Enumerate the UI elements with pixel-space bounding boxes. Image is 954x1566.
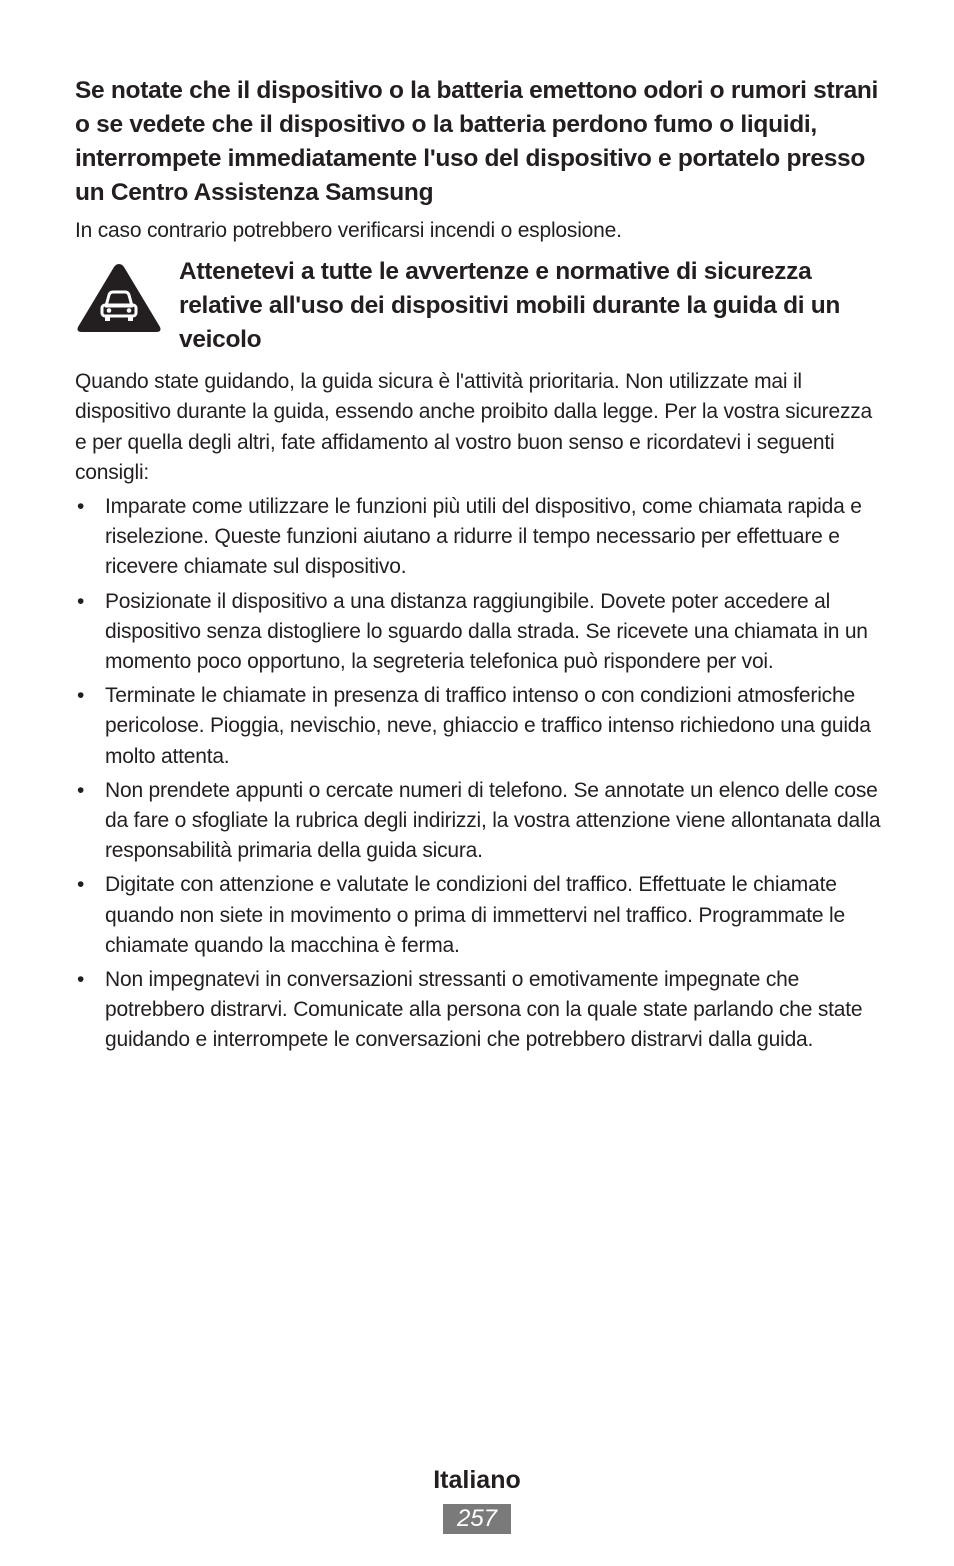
driving-warning-header [75,255,885,357]
list-item-text: Digitate con attenzione e valutate le condizioni del traffico. Effettuate le chiamate quando non siete in movimento o prima di immettervi nel traffico. Programmate le chiamate quando la macchina è ferma. [105,873,845,957]
list-item [75,776,885,867]
list-item [75,587,885,678]
bullet-icon: • [77,589,85,613]
section-heading-driving: Attenetevi a tutte le avvertenze e normative di sicurezza relative all'uso dei dispositivi mobili durante la guida di un veicolo [179,258,841,354]
bullet-icon: • [77,684,85,708]
list-item [75,492,885,583]
car-warning-icon [75,261,163,335]
page-footer [0,1464,954,1534]
list-item-text: Non prendete appunti o cercate numeri di telefono. Se annotate un elenco delle cose da fare o sfogliate la rubrica degli indirizzi, la vostra attenzione viene allontanata dalla responsabilità primaria della guida sicura. [105,778,881,863]
bullet-icon: • [77,495,85,519]
list-item-text: Imparate come utilizzare le funzioni più utili del dispositivo, come chiamata rapida e riselezione. Queste funzioni aiutano a ridurre il tempo necessario per effettuare e ricevere chiamate sul dispositivo. [105,495,862,579]
list-item [75,681,885,772]
bullet-icon: • [77,873,85,897]
list-item [75,870,885,961]
list-item [75,965,885,1056]
bullet-icon: • [77,968,85,992]
bullet-icon: • [77,778,85,802]
list-item-text: Posizionate il dispositivo a una distanza raggiungibile. Dovete poter accedere al dispositivo senza distogliere lo sguardo dalla strada. Se ricevete una chiamata in un momento poco opportuno, la segreteria telefonica può rispondere per voi. [105,589,868,674]
document-page [75,70,885,1060]
section-heading-battery-warning: Se notate che il dispositivo o la batteria emettono odori o rumori strani o se vedete che il dispositivo o la batteria perdono fumo o liquidi, interrompete immediatamente l'uso del dispositivo e portatelo presso un Centro Assistenza Samsung [75,77,879,206]
page-number: 257 [443,1504,511,1534]
list-item-text: Non impegnatevi in conversazioni stressanti o emotivamente impegnate che potrebbero distrarvi. Comunicate alla persona con la quale state parlando che state guidando e interrompete le conversazioni che potrebbero distrarvi dalla guida. [105,968,863,1052]
driving-tips-list [75,492,885,1056]
section-body-battery-warning: In caso contrario potrebbero verificarsi incendi o esplosione. [75,219,622,242]
list-item-text: Terminate le chiamate in presenza di traffico intenso o con condizioni atmosferiche pericolose. Pioggia, nevischio, neve, ghiaccio e traffico intenso richiedono una guida molto attenta. [105,684,871,768]
section-intro-driving: Quando state guidando, la guida sicura è l'attività prioritaria. Non utilizzate mai il dispositivo durante la guida, essendo anche proibito dalla legge. Per la vostra sicurezza e per quella degli altri, fate affidamento al vostro buon senso e ricordatevi i seguenti consigli: [75,370,873,484]
footer-language: Italiano [433,1466,521,1494]
